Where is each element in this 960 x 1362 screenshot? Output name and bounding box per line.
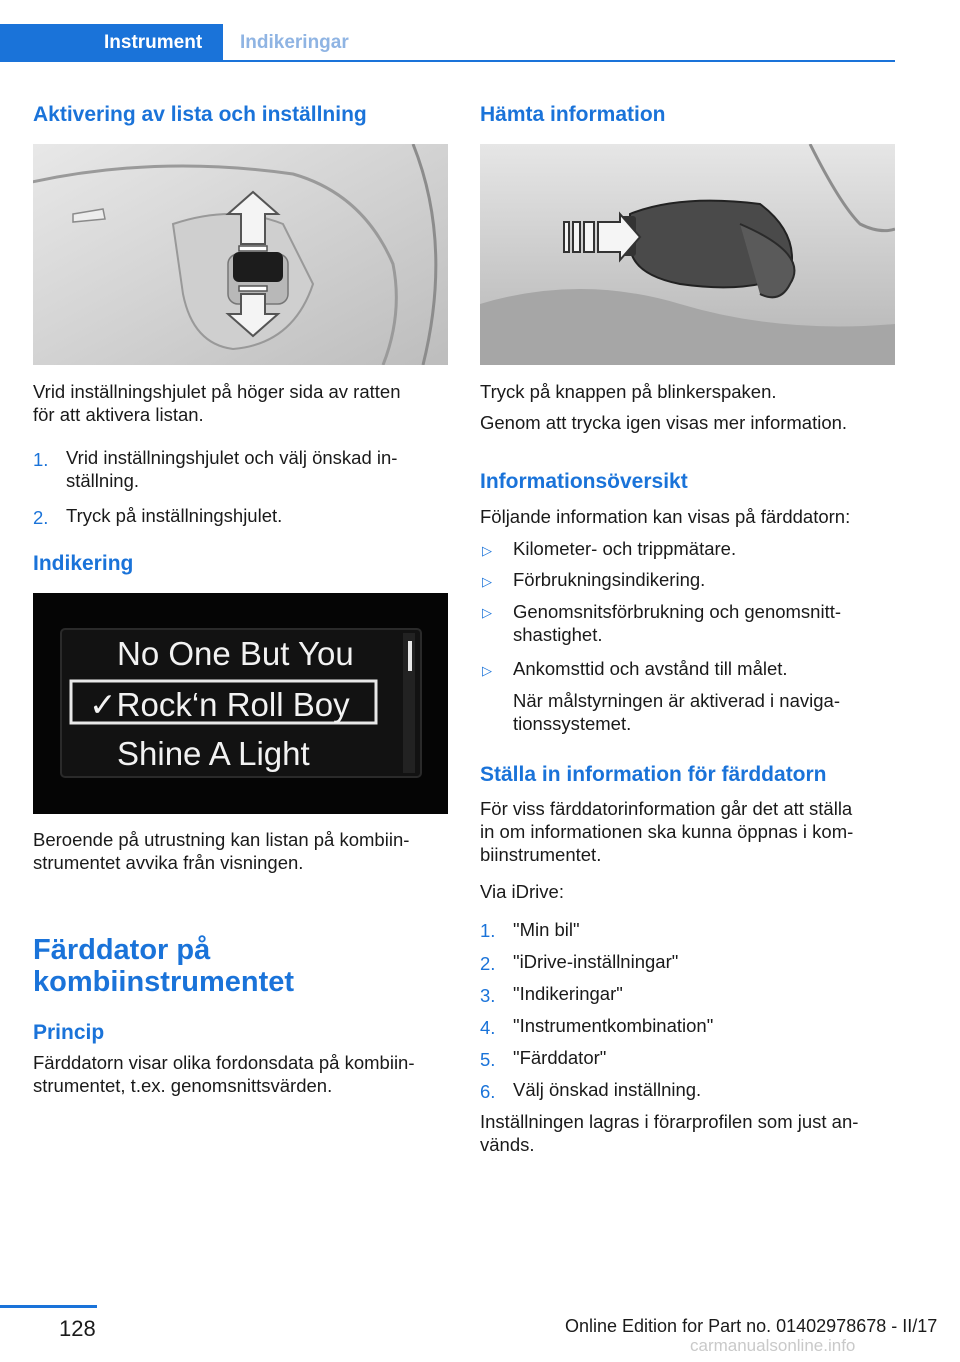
para-vrid-line2: för att aktivera listan. — [33, 404, 204, 425]
heading-informationsoversikt: Informationsöversikt — [480, 470, 688, 493]
step-number: 6. — [480, 1081, 496, 1102]
heading-farddator-line2: kombiinstrumentet — [33, 966, 295, 998]
para-for-viss — [480, 797, 895, 866]
bullet-triangle-icon: ▷ — [482, 543, 492, 558]
para-vrid — [33, 380, 448, 426]
step-text-line1: Vrid inställningshjulet och välj önskad in- — [66, 447, 398, 468]
bullet-text: Ankomsttid och avstånd till målet. — [513, 658, 788, 679]
bullet-subtext-line2: tionssystemet. — [513, 713, 632, 734]
footer-rule — [0, 1305, 97, 1308]
para-genom: Genom att trycka igen visas mer information. — [480, 412, 848, 433]
para-for-viss-line1: För viss färddatorinformation går det att ställa — [480, 798, 853, 819]
para-beroende — [33, 828, 448, 874]
step-text: "iDrive-inställningar" — [513, 951, 679, 972]
step-number: 1. — [480, 920, 496, 941]
para-via-idrive: Via iDrive: — [480, 881, 564, 902]
step-number: 3. — [480, 985, 496, 1006]
para-princip — [33, 1051, 448, 1097]
para-tryck: Tryck på knappen på blinkerspaken. — [480, 381, 777, 402]
tab-indikeringar-label: Indikeringar — [240, 32, 349, 53]
display-item: No One But You — [117, 635, 354, 672]
bullet-text: Kilometer- och trippmätare. — [513, 538, 737, 559]
instrument-display-image — [33, 593, 448, 814]
para-installningen — [480, 1110, 895, 1156]
step-text: Tryck på inställningshjulet. — [66, 505, 283, 526]
bullet-text-line2: shastighet. — [513, 624, 603, 645]
heading-indikering: Indikering — [33, 552, 134, 575]
display-item: Shine A Light — [117, 735, 310, 772]
step-text-line2: ställning. — [66, 470, 140, 491]
bullet-text-line1: Genomsnitsförbrukning och genomsnitt- — [513, 601, 842, 622]
heading-aktivering: Aktivering av lista och inställning — [33, 103, 367, 126]
para-for-viss-line2: in om informationen ska kunna öppnas i kom- — [480, 821, 854, 842]
step-number: 1. — [33, 449, 49, 470]
heading-hamta: Hämta information — [480, 103, 666, 126]
bullet-triangle-icon: ▷ — [482, 574, 492, 589]
bullet-subtext — [513, 689, 840, 735]
step-text: "Min bil" — [513, 919, 580, 940]
tab-instrument-label: Instrument — [104, 32, 203, 53]
para-beroende-line1: Beroende på utrustning kan listan på kombiin- — [33, 829, 410, 850]
step-number: 2. — [480, 953, 496, 974]
header-tabs — [0, 24, 895, 62]
step-number: 2. — [33, 507, 49, 528]
para-for-viss-line3: biinstrumentet. — [480, 844, 602, 865]
steering-wheel-thumbwheel-image — [33, 144, 448, 365]
step-text: Välj önskad inställning. — [513, 1079, 702, 1100]
para-installningen-line2: vänds. — [480, 1134, 535, 1155]
bullet-subtext-line1: När målstyrningen är aktiverad i naviga- — [513, 690, 840, 711]
step-text — [66, 446, 397, 492]
para-vrid-line1: Vrid inställningshjulet på höger sida av ratten — [33, 381, 401, 402]
step-text: "Instrumentkombination" — [513, 1015, 714, 1036]
turn-signal-lever-button-image — [480, 144, 895, 365]
bullet-text — [513, 600, 841, 646]
heading-farddator-line1: Färddator på — [33, 934, 211, 966]
heading-farddator — [33, 934, 294, 998]
edition-text: Online Edition for Part no. 01402978678 - II/17 — [565, 1316, 938, 1336]
para-installningen-line1: Inställningen lagras i förarprofilen som just an- — [480, 1111, 859, 1132]
display-item-selected: ✓Rock‘n Roll Boy — [89, 686, 350, 723]
tab-underline — [223, 60, 895, 62]
step-number: 5. — [480, 1049, 496, 1070]
heading-stalla-in: Ställa in information för färddatorn — [480, 763, 827, 786]
step-text: "Indikeringar" — [513, 983, 623, 1004]
bullet-text: Förbrukningsindikering. — [513, 569, 706, 590]
page-number: 128 — [59, 1316, 96, 1341]
para-princip-line1: Färddatorn visar olika fordonsdata på kombiin- — [33, 1052, 415, 1073]
tab-instrument[interactable] — [0, 24, 223, 62]
watermark: carmanualsonline.info — [690, 1336, 856, 1355]
bullet-triangle-icon: ▷ — [482, 663, 492, 678]
para-princip-line2: strumentet, t.ex. genomsnittsvärden. — [33, 1075, 333, 1096]
para-foljande: Följande information kan visas på färddatorn: — [480, 506, 851, 527]
heading-princip: Princip — [33, 1021, 105, 1044]
step-number: 4. — [480, 1017, 496, 1038]
bullet-triangle-icon: ▷ — [482, 605, 492, 620]
para-beroende-line2: strumentet avvika från visningen. — [33, 852, 304, 873]
step-text: "Färddator" — [513, 1047, 607, 1068]
